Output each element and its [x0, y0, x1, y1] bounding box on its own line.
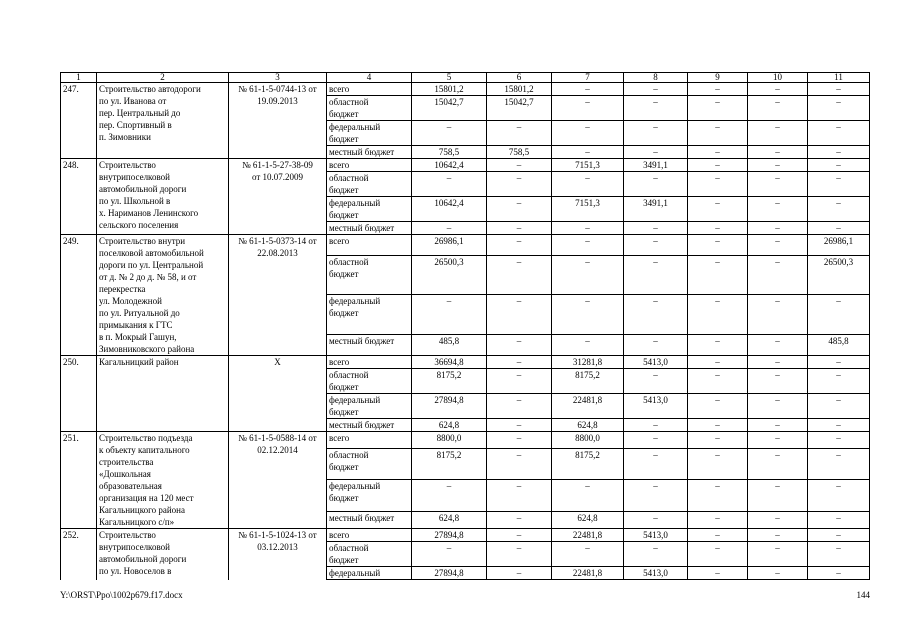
amount-cell: 624,8 [552, 419, 624, 432]
footer-page-number: 144 [856, 590, 870, 600]
funding-source: местный бюджет [327, 222, 412, 235]
amount-cell: – [688, 96, 748, 121]
amount-cell: – [487, 159, 552, 172]
amount-cell: – [688, 83, 748, 96]
object-name: Строительство внутри поселковой автомобильной дороги по ул. Центральной от д. № 2 до д. № 58, и от перекрестка ул. Молодежной по ул. Ритуальной до примыкания к ГТС в п. Мокрый Гашун, Зимовниковского района [97, 235, 229, 356]
amount-cell: – [487, 369, 552, 394]
object-name: Строительство автодороги по ул. Иванова от пер. Центральный до пер. Спортивный в п. Зимовники [97, 83, 229, 159]
amount-cell: – [624, 235, 688, 256]
amount-cell: – [748, 419, 808, 432]
amount-cell: 758,5 [487, 146, 552, 159]
funding-source: всего [327, 159, 412, 172]
amount-cell: – [808, 356, 870, 369]
amount-cell: – [808, 146, 870, 159]
funding-source: областной бюджет [327, 542, 412, 567]
amount-cell: – [487, 394, 552, 419]
funding-source: всего [327, 83, 412, 96]
amount-cell: 10642,4 [412, 159, 487, 172]
funding-source: всего [327, 529, 412, 542]
table-row [61, 432, 870, 449]
funding-source: областной бюджет [327, 448, 412, 480]
column-number-10: 10 [748, 73, 808, 83]
amount-cell: 3491,1 [624, 159, 688, 172]
amount-cell: – [808, 369, 870, 394]
amount-cell: – [552, 121, 624, 146]
amount-cell: – [487, 197, 552, 222]
amount-cell: – [487, 356, 552, 369]
amount-cell: – [487, 567, 552, 580]
column-number-11: 11 [808, 73, 870, 83]
amount-cell: – [748, 335, 808, 356]
amount-cell: – [808, 197, 870, 222]
amount-cell: 27894,8 [412, 394, 487, 419]
amount-cell: – [688, 255, 748, 295]
table-row [61, 159, 870, 172]
amount-cell: 26500,3 [412, 255, 487, 295]
amount-cell: – [748, 146, 808, 159]
amount-cell: – [688, 356, 748, 369]
amount-cell: – [688, 222, 748, 235]
amount-cell: – [748, 159, 808, 172]
amount-cell: – [487, 512, 552, 529]
amount-cell: – [808, 529, 870, 542]
amount-cell: – [552, 96, 624, 121]
amount-cell: – [808, 567, 870, 580]
funding-source: федеральный бюджет [327, 197, 412, 222]
amount-cell: 8800,0 [412, 432, 487, 449]
amount-cell: – [688, 432, 748, 449]
record-number: 248. [61, 159, 97, 235]
funding-source: федеральный [327, 567, 412, 580]
column-number-4: 4 [327, 73, 412, 83]
amount-cell: – [748, 480, 808, 512]
amount-cell: – [412, 295, 487, 335]
amount-cell: – [688, 235, 748, 256]
amount-cell: – [487, 335, 552, 356]
amount-cell: – [624, 172, 688, 197]
amount-cell: 15042,7 [412, 96, 487, 121]
amount-cell: – [624, 419, 688, 432]
amount-cell: – [552, 172, 624, 197]
column-number-1: 1 [61, 73, 97, 83]
record-number: 250. [61, 356, 97, 432]
object-name: Кагальницкий район [97, 356, 229, 432]
amount-cell: – [412, 542, 487, 567]
amount-cell: – [624, 335, 688, 356]
amount-cell: – [748, 255, 808, 295]
record-number: 249. [61, 235, 97, 356]
funding-source: всего [327, 235, 412, 256]
amount-cell: 26500,3 [808, 255, 870, 295]
amount-cell: 22481,8 [552, 394, 624, 419]
amount-cell: – [808, 480, 870, 512]
amount-cell: – [487, 295, 552, 335]
amount-cell: 485,8 [412, 335, 487, 356]
amount-cell: – [412, 121, 487, 146]
amount-cell: 485,8 [808, 335, 870, 356]
amount-cell: 3491,1 [624, 197, 688, 222]
funding-source: областной бюджет [327, 96, 412, 121]
amount-cell: – [688, 121, 748, 146]
amount-cell: 8175,2 [552, 448, 624, 480]
amount-cell: 31281,8 [552, 356, 624, 369]
table-body [61, 73, 870, 580]
amount-cell: – [808, 83, 870, 96]
amount-cell: 624,8 [412, 512, 487, 529]
funding-source: местный бюджет [327, 335, 412, 356]
funding-source: федеральный бюджет [327, 480, 412, 512]
amount-cell: – [748, 295, 808, 335]
amount-cell: 26986,1 [412, 235, 487, 256]
amount-cell: – [748, 197, 808, 222]
amount-cell: 10642,4 [412, 197, 487, 222]
amount-cell: – [748, 369, 808, 394]
amount-cell: – [624, 480, 688, 512]
table-row [61, 235, 870, 256]
amount-cell: – [808, 419, 870, 432]
amount-cell: – [487, 448, 552, 480]
column-number-7: 7 [552, 73, 624, 83]
amount-cell: 5413,0 [624, 356, 688, 369]
amount-cell: 8175,2 [552, 369, 624, 394]
amount-cell: – [748, 83, 808, 96]
amount-cell: – [808, 172, 870, 197]
column-number-9: 9 [688, 73, 748, 83]
column-number-6: 6 [487, 73, 552, 83]
amount-cell: – [748, 448, 808, 480]
amount-cell: – [808, 448, 870, 480]
amount-cell: – [624, 448, 688, 480]
amount-cell: – [624, 96, 688, 121]
funding-source: местный бюджет [327, 146, 412, 159]
amount-cell: – [748, 542, 808, 567]
amount-cell: – [487, 432, 552, 449]
amount-cell: – [412, 222, 487, 235]
table-row [61, 529, 870, 542]
amount-cell: – [808, 121, 870, 146]
amount-cell: 624,8 [412, 419, 487, 432]
expertise-document: № 61-1-5-0588-14 от 02.12.2014 [229, 432, 327, 529]
amount-cell: – [624, 432, 688, 449]
amount-cell: – [748, 96, 808, 121]
amount-cell: – [748, 172, 808, 197]
amount-cell: – [688, 146, 748, 159]
column-number-row [61, 73, 870, 83]
expertise-document: № 61-1-5-0744-13 от 19.09.2013 [229, 83, 327, 159]
amount-cell: – [808, 542, 870, 567]
amount-cell: 15042,7 [487, 96, 552, 121]
amount-cell: – [624, 146, 688, 159]
amount-cell: – [552, 335, 624, 356]
expertise-document: № 61-1-5-27-38-09 от 10.07.2009 [229, 159, 327, 235]
amount-cell: 5413,0 [624, 394, 688, 419]
amount-cell: – [688, 512, 748, 529]
funding-source: федеральный бюджет [327, 394, 412, 419]
amount-cell: – [748, 222, 808, 235]
amount-cell: – [487, 542, 552, 567]
amount-cell: – [624, 222, 688, 235]
amount-cell: 8175,2 [412, 448, 487, 480]
funding-source: местный бюджет [327, 419, 412, 432]
column-number-2: 2 [97, 73, 229, 83]
amount-cell: – [808, 159, 870, 172]
amount-cell: – [748, 432, 808, 449]
amount-cell: 8800,0 [552, 432, 624, 449]
amount-cell: – [748, 567, 808, 580]
amount-cell: – [748, 356, 808, 369]
amount-cell: – [412, 480, 487, 512]
column-number-5: 5 [412, 73, 487, 83]
amount-cell: – [688, 529, 748, 542]
column-number-3: 3 [229, 73, 327, 83]
budget-table [60, 72, 870, 580]
funding-source: федеральный бюджет [327, 295, 412, 335]
amount-cell: 758,5 [412, 146, 487, 159]
amount-cell: – [624, 542, 688, 567]
amount-cell: – [552, 480, 624, 512]
expertise-document: № 61-1-5-1024-13 от 03.12.2013 [229, 529, 327, 580]
amount-cell: – [688, 197, 748, 222]
column-number-8: 8 [624, 73, 688, 83]
amount-cell: – [688, 159, 748, 172]
amount-cell: – [808, 96, 870, 121]
amount-cell: – [808, 512, 870, 529]
funding-source: областной бюджет [327, 172, 412, 197]
footer-file-path: Y:\ORST\Ppo\1002p679.f17.docx [60, 590, 183, 600]
amount-cell: – [552, 542, 624, 567]
table-row [61, 83, 870, 96]
table-row [61, 356, 870, 369]
amount-cell: 5413,0 [624, 567, 688, 580]
amount-cell: 8175,2 [412, 369, 487, 394]
amount-cell: – [808, 295, 870, 335]
object-name: Строительство внутрипоселковой автомобильной дороги по ул. Школьной в х. Нариманов Ленинского сельского поселения [97, 159, 229, 235]
amount-cell: – [487, 480, 552, 512]
amount-cell: – [808, 222, 870, 235]
amount-cell: – [624, 83, 688, 96]
funding-source: областной бюджет [327, 369, 412, 394]
amount-cell: – [688, 394, 748, 419]
amount-cell: 26986,1 [808, 235, 870, 256]
amount-cell: – [487, 255, 552, 295]
amount-cell: – [688, 172, 748, 197]
amount-cell: – [808, 432, 870, 449]
amount-cell: – [748, 512, 808, 529]
amount-cell: – [688, 542, 748, 567]
amount-cell: – [624, 121, 688, 146]
amount-cell: – [748, 235, 808, 256]
record-number: 251. [61, 432, 97, 529]
amount-cell: – [748, 121, 808, 146]
amount-cell: 22481,8 [552, 529, 624, 542]
amount-cell: – [748, 529, 808, 542]
amount-cell: – [624, 295, 688, 335]
amount-cell: – [552, 255, 624, 295]
expertise-document: № 61-1-5-0373-14 от 22.08.2013 [229, 235, 327, 356]
amount-cell: 36694,8 [412, 356, 487, 369]
funding-source: всего [327, 432, 412, 449]
amount-cell: – [624, 255, 688, 295]
amount-cell: 5413,0 [624, 529, 688, 542]
amount-cell: – [688, 335, 748, 356]
funding-source: местный бюджет [327, 512, 412, 529]
amount-cell: 7151,3 [552, 159, 624, 172]
amount-cell: – [748, 394, 808, 419]
amount-cell: – [552, 83, 624, 96]
amount-cell: 22481,8 [552, 567, 624, 580]
funding-source: всего [327, 356, 412, 369]
amount-cell: 7151,3 [552, 197, 624, 222]
object-name: Строительство подъезда к объекту капитального строительства «Дошкольная образовательная организация на 120 мест Кагальницкого района Кагальницкого с/п» [97, 432, 229, 529]
amount-cell: – [487, 235, 552, 256]
amount-cell: – [487, 222, 552, 235]
funding-source: федеральный бюджет [327, 121, 412, 146]
amount-cell: – [688, 448, 748, 480]
amount-cell: – [487, 419, 552, 432]
amount-cell: – [624, 512, 688, 529]
amount-cell: – [688, 295, 748, 335]
amount-cell: – [688, 369, 748, 394]
amount-cell: 15801,2 [487, 83, 552, 96]
amount-cell: – [688, 419, 748, 432]
funding-source: областной бюджет [327, 255, 412, 295]
amount-cell: 27894,8 [412, 529, 487, 542]
amount-cell: – [412, 172, 487, 197]
amount-cell: – [487, 529, 552, 542]
amount-cell: – [552, 235, 624, 256]
amount-cell: – [624, 369, 688, 394]
amount-cell: – [487, 121, 552, 146]
record-number: 247. [61, 83, 97, 159]
amount-cell: – [552, 222, 624, 235]
object-name: Строительство внутрипоселковой автомобильной дороги по ул. Новоселов в [97, 529, 229, 580]
record-number: 252. [61, 529, 97, 580]
amount-cell: – [552, 146, 624, 159]
amount-cell: 15801,2 [412, 83, 487, 96]
amount-cell: – [808, 394, 870, 419]
amount-cell: – [487, 172, 552, 197]
amount-cell: – [688, 567, 748, 580]
amount-cell: 27894,8 [412, 567, 487, 580]
amount-cell: 624,8 [552, 512, 624, 529]
expertise-document: Х [229, 356, 327, 432]
amount-cell: – [552, 295, 624, 335]
amount-cell: – [688, 480, 748, 512]
